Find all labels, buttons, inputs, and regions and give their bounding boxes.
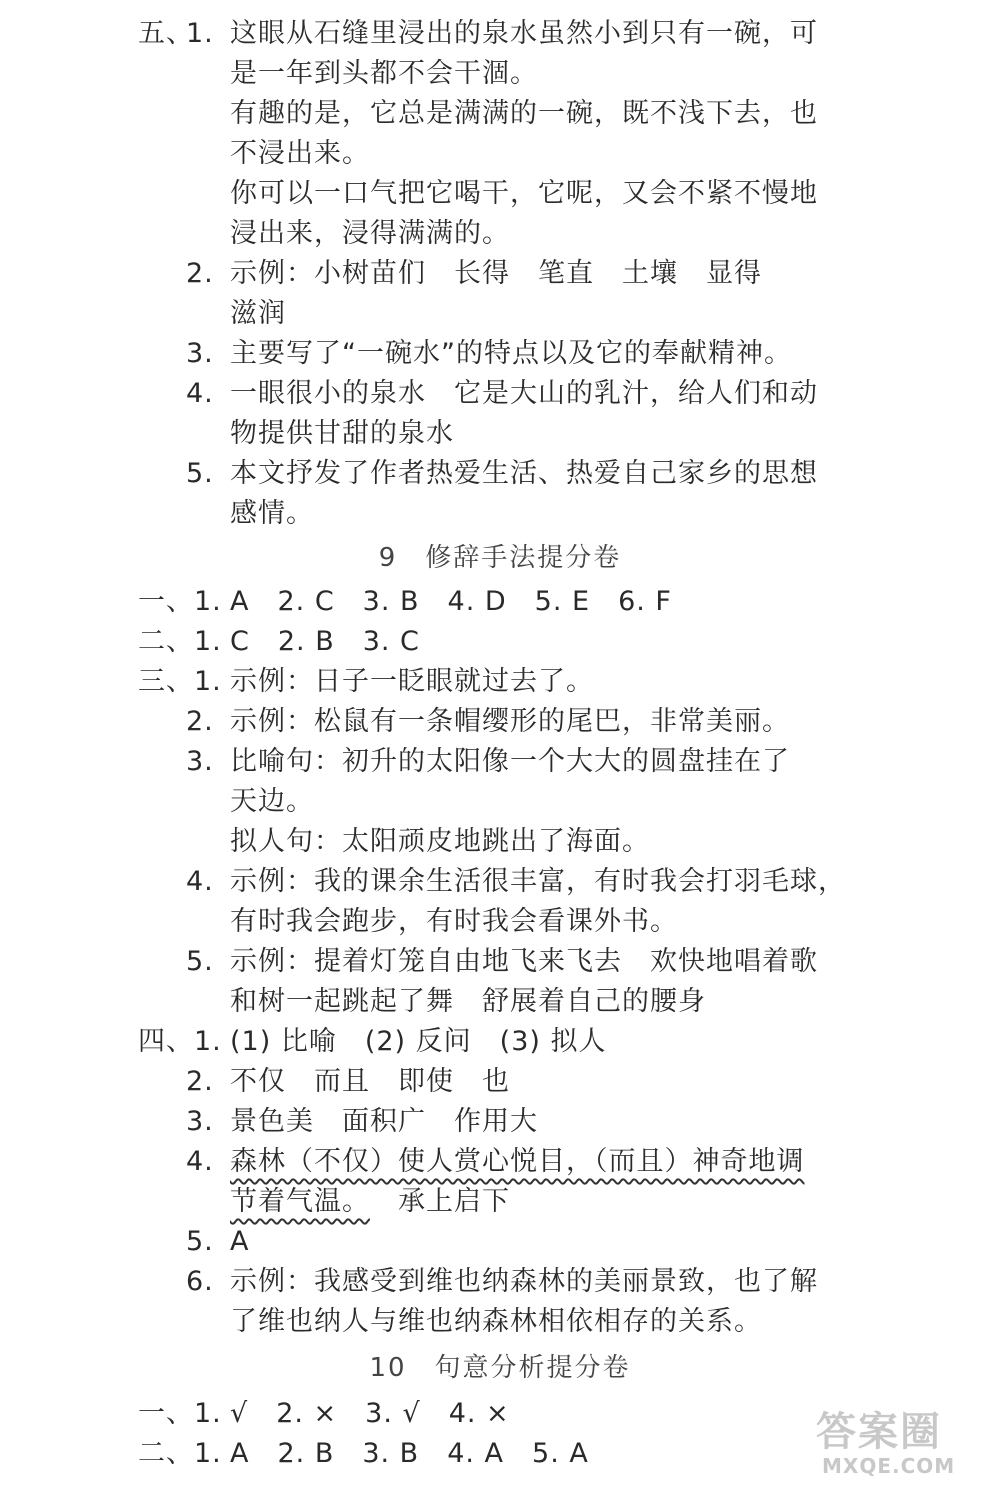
- answer-line: A 2. B 3. B 4. A 5. A: [230, 1438, 589, 1469]
- section-label-4: 四、1.: [138, 1026, 222, 1057]
- answer-line: 示例：小树苗们 长得 笔直 土壤 显得: [230, 258, 762, 289]
- answer-line: 天边。: [230, 786, 314, 817]
- answer-line: A: [230, 1226, 250, 1257]
- question-number: 5.: [186, 946, 214, 977]
- answer-line: A 2. C 3. B 4. D 5. E 6. F: [230, 586, 672, 617]
- section-label-2: 二、1.: [138, 1438, 222, 1469]
- answer-line: 比喻句：初升的太阳像一个大大的圆盘挂在了: [230, 746, 790, 777]
- watermark-url-text: MXQE.COM: [822, 1454, 956, 1478]
- answer-line-underlined: [230, 1142, 805, 1182]
- answer-line: 感情。: [230, 498, 314, 529]
- section-label-3: 三、1.: [138, 666, 222, 697]
- answer-line: 和树一起跳起了舞 舒展着自己的腰身: [230, 986, 706, 1017]
- answer-line: 不仅 而且 即使 也: [230, 1066, 510, 1097]
- answer-line: 示例：日子一眨眼就过去了。: [230, 666, 594, 697]
- answer-line: C 2. B 3. C: [230, 626, 420, 657]
- question-number: 5.: [186, 1226, 214, 1257]
- answer-line: 你可以一口气把它喝干，它呢，又会不紧不慢地: [230, 178, 818, 209]
- question-number: 1.: [186, 18, 214, 49]
- watermark-logo-text: 答案圈: [816, 1409, 942, 1455]
- question-number: 3.: [186, 746, 214, 777]
- section-heading-9: 9 修辞手法提分卷: [378, 543, 622, 573]
- answer-line: 示例：我的课余生活很丰富，有时我会打羽毛球，: [230, 866, 846, 897]
- watermark-logo: [808, 1398, 988, 1488]
- answer-line: 示例：我感受到维也纳森林的美丽景致，也了解: [230, 1266, 818, 1297]
- question-number: 3.: [186, 338, 214, 369]
- question-number: 5.: [186, 458, 214, 489]
- answer-line: 拟人句：太阳顽皮地跳出了海面。: [230, 826, 650, 857]
- answer-line: 主要写了“一碗水”的特点以及它的奉献精神。: [230, 338, 792, 369]
- answer-line: 示例：松鼠有一条帽缨形的尾巴，非常美丽。: [230, 706, 790, 737]
- answer-line: 这眼从石缝里浸出的泉水虽然小到只有一碗，可: [230, 18, 818, 49]
- section-label-1: 一、1.: [138, 1398, 222, 1429]
- question-number: 2.: [186, 1066, 214, 1097]
- answer-line: 一眼很小的泉水 它是大山的乳汁，给人们和动: [230, 378, 818, 409]
- answer-line: 示例：提着灯笼自由地飞来飞去 欢快地唱着歌: [230, 946, 818, 977]
- answer-text: 承上启下: [398, 1186, 510, 1217]
- answer-line: 本文抒发了作者热爱生活、热爱自己家乡的思想: [230, 458, 818, 489]
- question-number: 3.: [186, 1106, 214, 1137]
- question-number: 2.: [186, 258, 214, 289]
- question-number: 6.: [186, 1266, 214, 1297]
- answer-line: 有趣的是，它总是满满的一碗，既不浅下去，也: [230, 98, 818, 129]
- question-number: 4.: [186, 378, 214, 409]
- section-heading-10: 10 句意分析提分卷: [369, 1353, 631, 1383]
- answer-line: 有时我会跑步，有时我会看课外书。: [230, 906, 678, 937]
- answer-line: 是一年到头都不会干涸。: [230, 58, 538, 89]
- answer-line: 景色美 面积广 作用大: [230, 1106, 538, 1137]
- answer-line: [230, 1182, 510, 1222]
- answer-line: (1) 比喻 (2) 反问 (3) 拟人: [230, 1026, 607, 1057]
- question-number: 4.: [186, 866, 214, 897]
- question-number: 4.: [186, 1146, 214, 1177]
- wavy-underlined-text: 森林（不仅）使人赏心悦目，（而且）神奇地调: [230, 1146, 805, 1177]
- answer-line: 浸出来，浸得满满的。: [230, 218, 510, 249]
- section-label-1: 一、1.: [138, 586, 222, 617]
- section-label-5: 五、: [138, 18, 194, 49]
- wavy-underlined-text: 节着气温。: [230, 1186, 370, 1217]
- answer-line: 不浸出来。: [230, 138, 370, 169]
- section-label-2: 二、1.: [138, 626, 222, 657]
- question-number: 2.: [186, 706, 214, 737]
- answer-line: 物提供甘甜的泉水: [230, 418, 454, 449]
- answer-line: 滋润: [230, 298, 286, 329]
- answer-line: √ 2. × 3. √ 4. ×: [230, 1398, 510, 1429]
- answer-line: 了维也纳人与维也纳森林相依相存的关系。: [230, 1306, 762, 1337]
